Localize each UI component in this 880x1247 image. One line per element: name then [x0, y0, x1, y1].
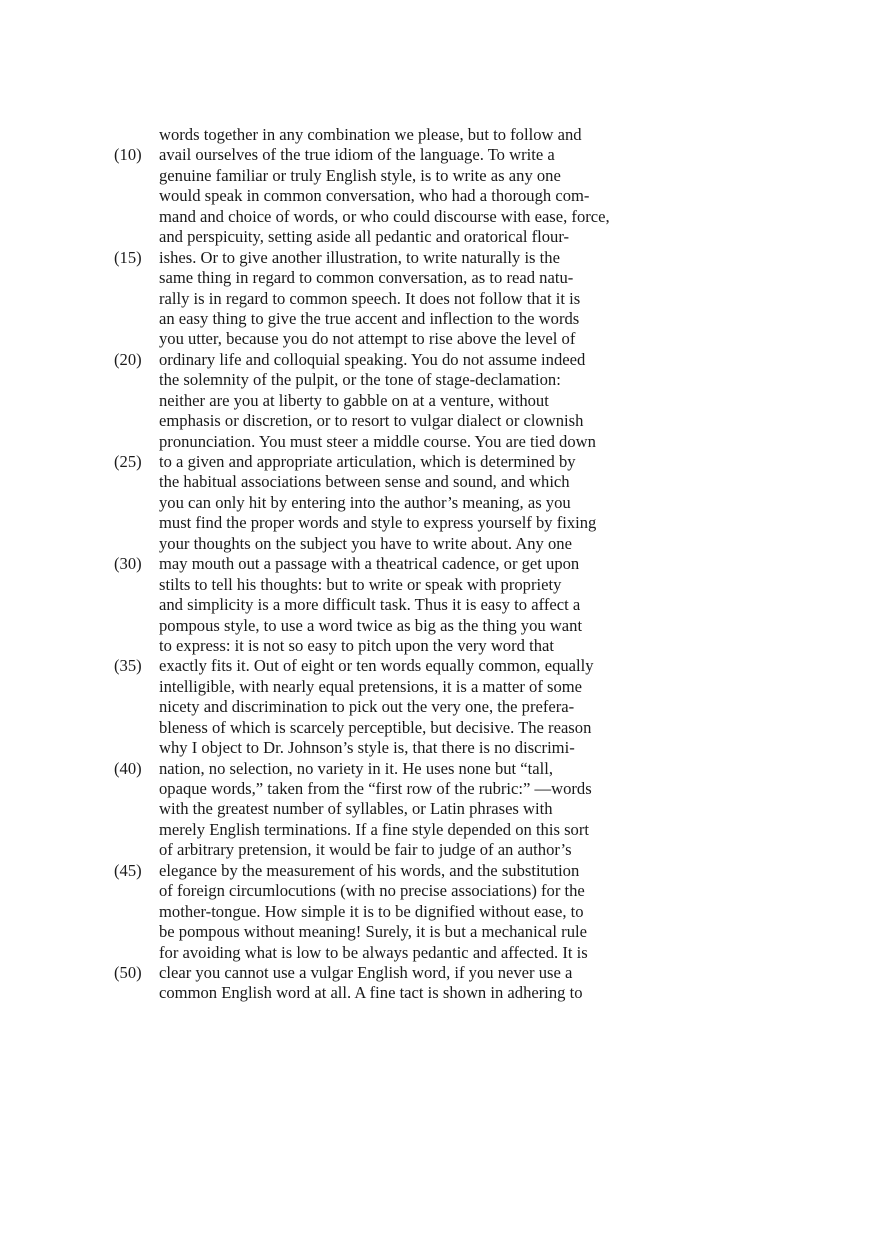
- line-text: neither are you at liberty to gabble on at a venture, without: [159, 390, 549, 410]
- line-number: (40): [114, 758, 142, 778]
- line-number: (10): [114, 145, 142, 165]
- line-text: opaque words,” taken from the “first row of the rubric:” —words: [159, 779, 592, 798]
- passage-line: [112, 799, 652, 819]
- line-text: ordinary life and colloquial speaking. You do not assume indeed: [159, 349, 586, 369]
- line-text: emphasis or discretion, or to resort to vulgar dialect or clownish: [159, 411, 584, 431]
- passage-line: [112, 861, 652, 881]
- line-number: (25): [114, 452, 142, 471]
- line-text: would speak in common conversation, who had a thorough com-: [159, 186, 590, 206]
- passage-line: [112, 432, 652, 452]
- passage-line: [112, 513, 652, 533]
- passage-line: [112, 125, 652, 145]
- line-text: with the greatest number of syllables, or Latin phrases with: [159, 799, 553, 819]
- line-text: be pompous without meaning! Surely, it is but a mechanical rule: [159, 922, 587, 942]
- line-text: pronunciation. You must steer a middle course. You are tied down: [159, 431, 596, 451]
- line-text: pompous style, to use a word twice as big as the thing you want: [159, 615, 583, 635]
- line-text: you can only hit by entering into the author’s meaning, as you: [159, 492, 571, 512]
- line-text: same thing in regard to common conversation, as to read natu-: [159, 268, 574, 288]
- passage-line: [112, 145, 652, 165]
- passage-line: [112, 616, 652, 636]
- line-number: (35): [114, 656, 142, 676]
- line-text: common English word at all. A fine tact is shown in adhering to: [159, 983, 583, 1003]
- passage-line: [112, 248, 652, 268]
- line-text: for avoiding what is low to be always pedantic and affected. It is: [159, 942, 588, 962]
- passage-line: [112, 370, 652, 390]
- passage-line: [112, 350, 652, 370]
- passage-line: [112, 840, 652, 860]
- line-text: rally is in regard to common speech. It does not follow that it is: [159, 288, 581, 308]
- line-text: intelligible, with nearly equal pretensions, it is a matter of some: [159, 676, 583, 696]
- passage-line: [112, 656, 652, 676]
- passage-line: [112, 534, 652, 554]
- line-text: of foreign circumlocutions (with no precise associations) for the: [159, 881, 585, 901]
- line-text: the habitual associations between sense and sound, and which: [159, 472, 570, 492]
- passage-line: [112, 391, 652, 411]
- passage-line: [112, 452, 652, 472]
- line-text: elegance by the measurement of his words, and the substitution: [159, 860, 580, 880]
- line-number: (45): [114, 860, 142, 880]
- line-text: mand and choice of words, or who could discourse with ease, force,: [159, 206, 610, 226]
- line-text: nicety and discrimination to pick out the very one, the prefera-: [159, 697, 575, 717]
- passage-line: [112, 186, 652, 206]
- passage-line: [112, 575, 652, 595]
- passage-line: [112, 595, 652, 615]
- line-text: genuine familiar or truly English style, is to write as any one: [159, 165, 561, 185]
- passage-line: [112, 166, 652, 186]
- line-text: words together in any combination we please, but to follow and: [159, 125, 582, 144]
- line-text: stilts to tell his thoughts: but to write or speak with propriety: [159, 574, 562, 594]
- line-text: to express: it is not so easy to pitch upon the very word that: [159, 635, 554, 655]
- passage-line: [112, 820, 652, 840]
- line-text: of arbitrary pretension, it would be fair to judge of an author’s: [159, 840, 572, 860]
- line-text: exactly fits it. Out of eight or ten words equally common, equally: [159, 656, 594, 676]
- line-text: to a given and appropriate articulation, which is determined by: [159, 452, 576, 471]
- passage-line: [112, 963, 652, 983]
- line-text: and simplicity is a more difficult task. Thus it is easy to affect a: [159, 595, 581, 615]
- passage-line: [112, 759, 652, 779]
- passage-line: [112, 309, 652, 329]
- line-text: the solemnity of the pulpit, or the tone of stage-declamation:: [159, 370, 561, 390]
- passage-line: [112, 493, 652, 513]
- passage-line: [112, 902, 652, 922]
- passage-line: [112, 472, 652, 492]
- passage-line: [112, 289, 652, 309]
- line-text: nation, no selection, no variety in it. He uses none but “tall,: [159, 758, 554, 778]
- line-text: you utter, because you do not attempt to rise above the level of: [159, 329, 576, 349]
- passage-line: [112, 268, 652, 288]
- passage-line: [112, 738, 652, 758]
- passage-line: [112, 636, 652, 656]
- passage-line: [112, 697, 652, 717]
- passage-text: [112, 125, 652, 1004]
- passage-line: [112, 207, 652, 227]
- line-text: may mouth out a passage with a theatrical cadence, or get upon: [159, 554, 580, 574]
- line-text: mother-tongue. How simple it is to be dignified without ease, to: [159, 901, 584, 921]
- line-text: merely English terminations. If a fine style depended on this sort: [159, 819, 589, 839]
- line-text: your thoughts on the subject you have to write about. Any one: [159, 533, 572, 553]
- passage-line: [112, 718, 652, 738]
- line-text: bleness of which is scarcely perceptible, but decisive. The reason: [159, 717, 592, 737]
- passage-line: [112, 329, 652, 349]
- passage-line: [112, 943, 652, 963]
- passage-line: [112, 983, 652, 1003]
- line-number: (15): [114, 247, 142, 267]
- line-text: clear you cannot use a vulgar English word, if you never use a: [159, 962, 573, 982]
- passage-line: [112, 411, 652, 431]
- passage-line: [112, 677, 652, 697]
- line-text: must find the proper words and style to express yourself by fixing: [159, 513, 597, 533]
- passage-line: [112, 779, 652, 799]
- line-text: avail ourselves of the true idiom of the language. To write a: [159, 145, 555, 165]
- passage-line: [112, 554, 652, 574]
- line-number: (30): [114, 554, 142, 574]
- line-number: (50): [114, 962, 142, 982]
- line-number: (20): [114, 349, 142, 369]
- line-text: and perspicuity, setting aside all pedantic and oratorical flour-: [159, 227, 570, 247]
- line-text: why I object to Dr. Johnson’s style is, that there is no discrimi-: [159, 738, 575, 758]
- passage-line: [112, 227, 652, 247]
- line-text: ishes. Or to give another illustration, to write naturally is the: [159, 247, 560, 267]
- passage-line: [112, 922, 652, 942]
- line-text: an easy thing to give the true accent and inflection to the words: [159, 308, 580, 328]
- passage-line: [112, 881, 652, 901]
